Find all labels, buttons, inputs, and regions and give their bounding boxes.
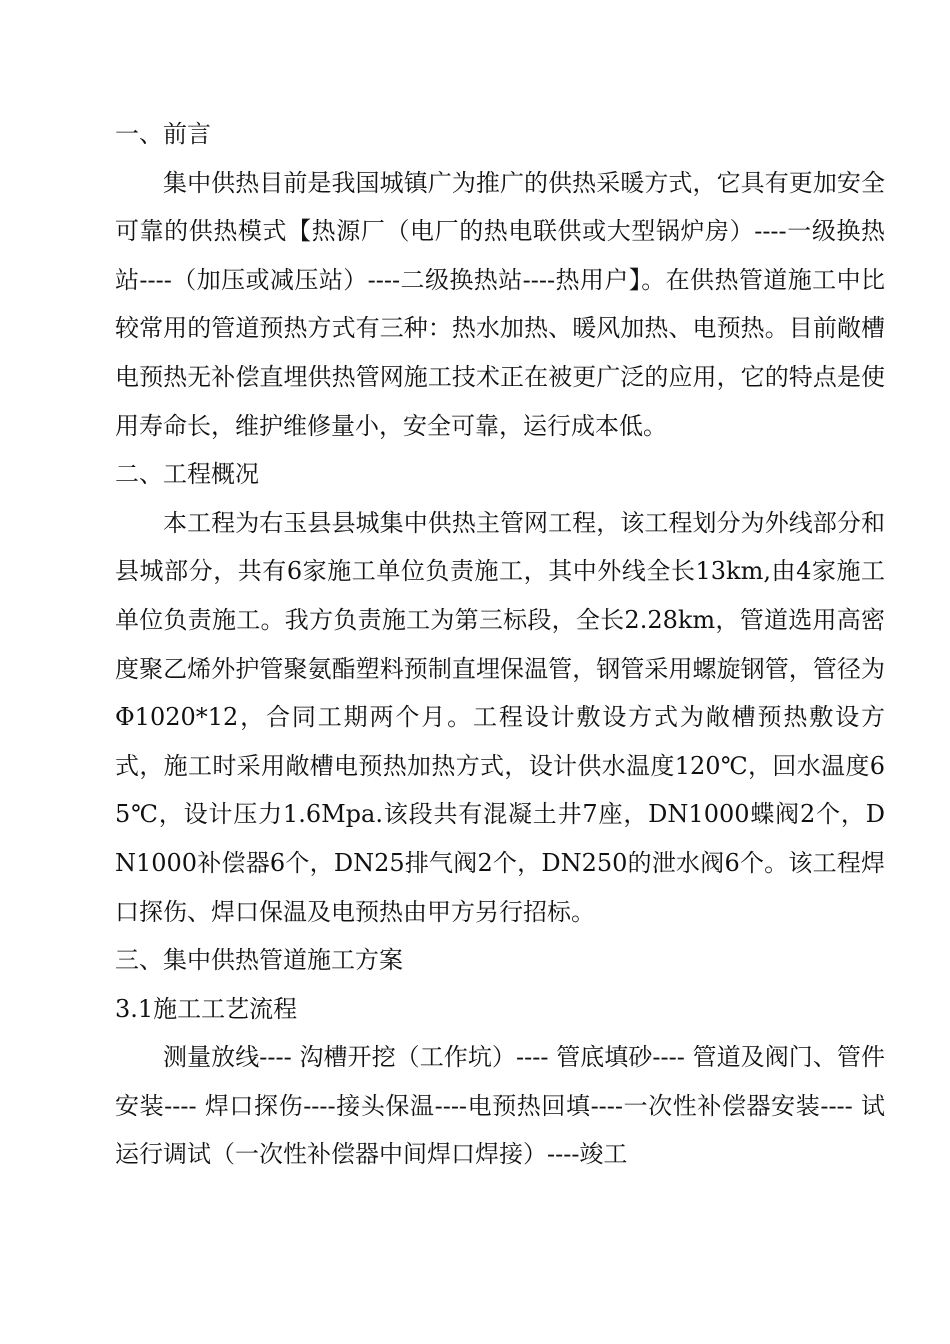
- subsection-heading-process: 3.1施工工艺流程: [115, 994, 298, 1023]
- intro-paragraph: 集中供热目前是我国城镇广为推广的供热采暖方式，它具有更加安全可靠的供热模式【热源厂（电厂的热电联供或大型锅炉房）----一级换热站----（加压或减压站）----二级换热站----热用户】。在供热管道施工中比较常用的管道预热方式有三种：热水加热、暖风加热、电预热。目前敞槽电预热无补偿直埋供热管网施工技术正在被更广泛的应用，它的特点是使用寿命长，维护维修量小，安全可靠，运行成本低。: [115, 168, 885, 440]
- section-heading-overview: 二、工程概况: [115, 460, 259, 489]
- process-paragraph: 测量放线---- 沟槽开挖（工作坑）---- 管底填砂---- 管道及阀门、管件安装---- 焊口探伤----接头保温----电预热回填----一次性补偿器安装---- 试运行调试（一次性补偿器中间焊口焊接）----竣工: [115, 1043, 885, 1169]
- section-heading-intro: 一、前言: [115, 120, 211, 148]
- section-heading-plan: 三、集中供热管道施工方案: [115, 946, 403, 975]
- overview-paragraph: 本工程为右玉县县城集中供热主管网工程，该工程划分为外线部分和县城部分，共有6家施工单位负责施工，其中外线全长13km,由4家施工单位负责施工。我方负责施工为第三标段，全长2.28km，管道选用高密度聚乙烯外护管聚氨酯塑料预制直埋保温管，钢管采用螺旋钢管，管径为Φ1020*12，合同工期两个月。工程设计敷设方式为敞槽预热敷设方式，施工时采用敞槽电预热加热方式，设计供水温度120℃，回水温度65℃，设计压力1.6Mpa.该段共有混凝土井7座，DN1000蝶阀2个，DN1000补偿器6个，DN25排气阀2个，DN250的泄水阀6个。该工程焊口探伤、焊口保温及电预热由甲方另行招标。: [115, 508, 885, 926]
- document-page: [115, 110, 885, 1179]
